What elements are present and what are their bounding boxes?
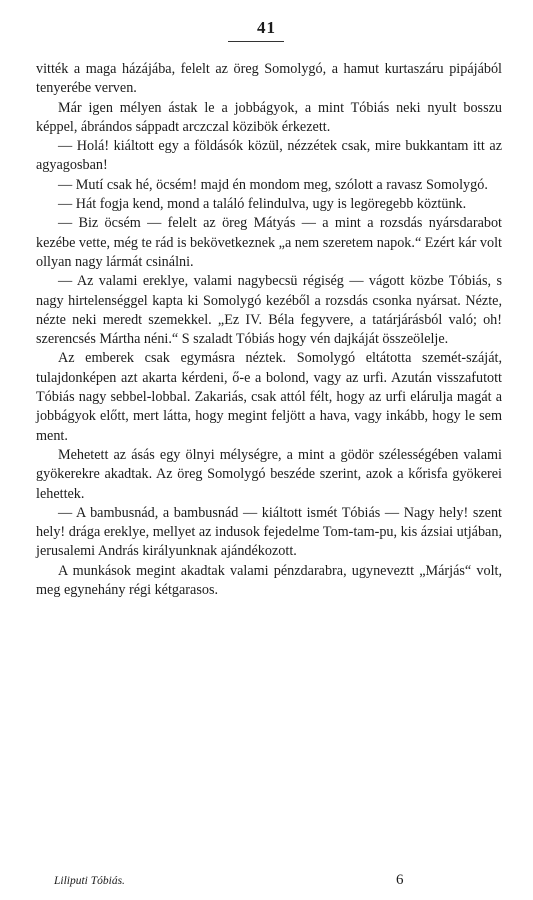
paragraph: — Biz öcsém — felelt az öreg Mátyás — a mint a rozsdás nyársdarabot kezébe vette, még te rád is bekövetkeznek „a nem szeretem napok.“ Ezért kár volt ollyan nagy lármát csinálni. (36, 215, 502, 270)
paragraph: — Az valami ereklye, valami nagybecsü régiség — vágott közbe Tóbiás, s nagy hirtelenséggel kapta ki Somolygó kezéből a rozsdás csonka nyársat. Nézte, nézte neki meredt szemekkel. „Ez IV. Béla fegyvere, a tatárjárásból való; oh! szerencsés Mártha néni.“ S szaladt Tóbiás hogy vén dajkáját összeölelje. (36, 273, 502, 348)
paragraph: — Holá! kiáltott egy a földásók közül, nézzétek csak, mire bukkantam itt az agyagosban! (36, 138, 502, 174)
page-number: 41 (257, 18, 276, 37)
header-rule (228, 41, 284, 42)
page-footer (36, 872, 502, 892)
paragraph: A munkások megint akadtak valami pénzdarabra, ugyneveztt „Márjás“ volt, meg egynehány régi kétgarasos. (36, 562, 502, 599)
signature-mark: Liliputi Tóbiás. (54, 875, 125, 887)
paragraph: — Hát fogja kend, mond a találó felindulva, ugy is legöregebb köztünk. (58, 196, 467, 213)
paragraph: Mehetett az ásás egy ölnyi mélységre, a mint a gödör szélességében valami gyökerekre akadtak. Az öreg Somolygó beszéde szerint, azok a kőrisfa gyökerei lehettek. (36, 446, 502, 502)
body-text (36, 60, 502, 600)
paragraph: Az emberek csak egymásra néztek. Somolygó eltátotta szemét-száját, tulajdonképen azt akarta kérdeni, ő-e a bolond, vagy az urfi. Azután visszafutott Tóbiás nagy sebbel-lobbal. Zakariás, csak attól félt, hogy az urfi elárulja magát a jobbágyok előtt, mert látta, hogy megint feljött a hava, vagy inkább, hogy le sem ment. (36, 350, 502, 444)
signature-number: 6 (396, 872, 404, 888)
paragraph: Már igen mélyen ástak le a jobbágyok, a mint Tóbiás neki nyult bosszu képpel, ábrándos sáppadt arczczal közibök érkezett. (36, 99, 502, 135)
paragraph: — Mutí csak hé, öcsém! majd én mondom meg, szólott a ravasz Somolygó. (58, 176, 488, 193)
paragraph: — A bambusnád, a bambusnád — kiáltott ismét Tóbiás — Nagy hely! szent hely! drága ereklye, mellyet az indusok fejedelme Tom-tam-pu, kis ázsiai utjában, jerusalemi András királyunknak ajándékozott. (36, 504, 502, 560)
paragraph: vitték a maga házájába, felelt az öreg Somolygó, a hamut kurtaszáru pipájából tenyerébe verven. (36, 61, 502, 97)
